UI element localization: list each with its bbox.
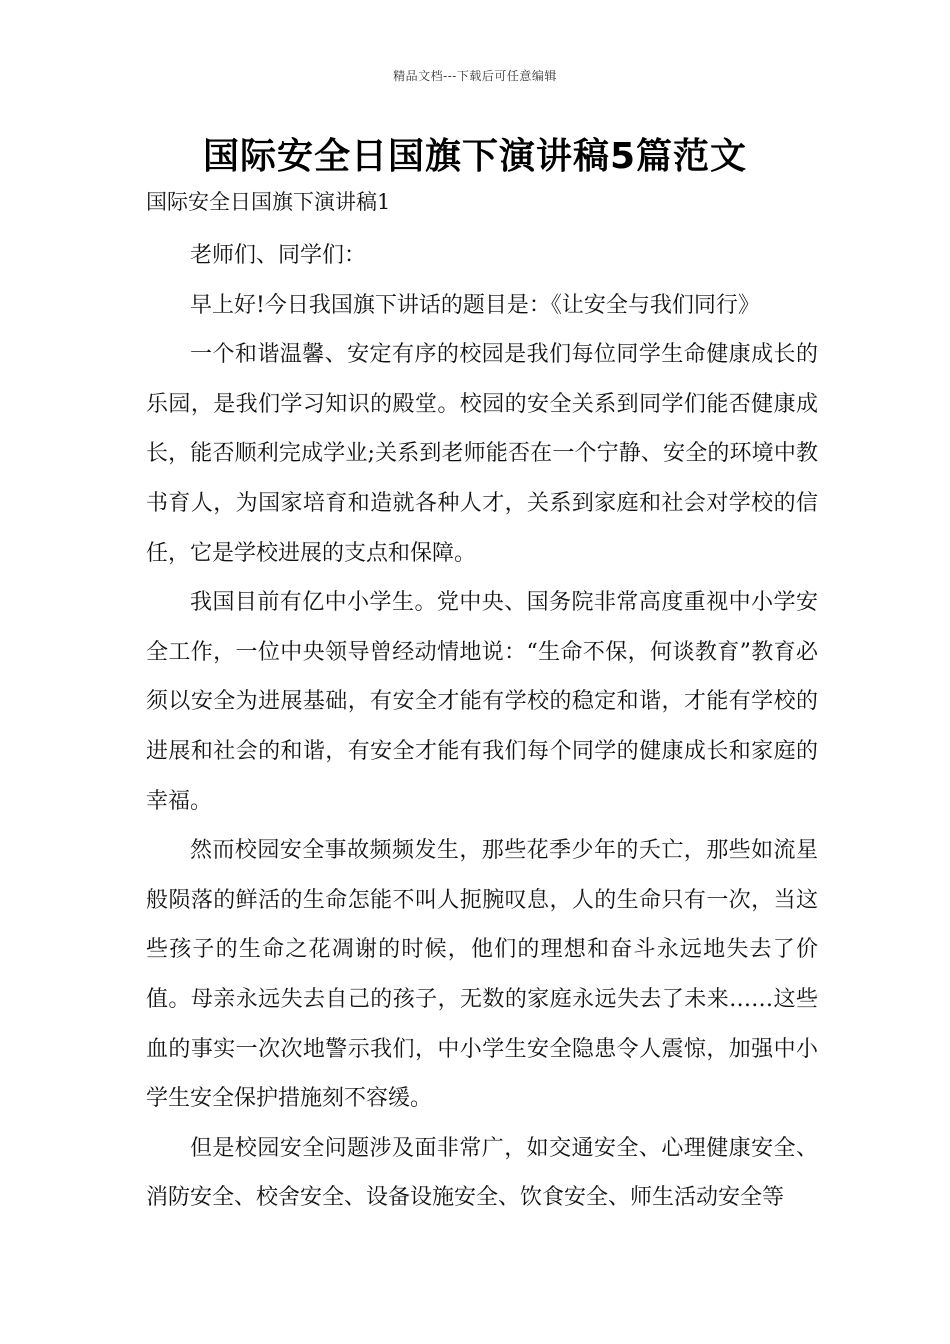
document-title: 国际安全日国旗下演讲稿5篇范文 — [202, 136, 748, 177]
section-heading: 国际安全日国旗下演讲稿1 — [146, 190, 391, 214]
paragraph-scope: 但是校园安全问题涉及面非常广，如交通安全、心理健康安全、消防安全、校舍安全、设备设施安全、饮食安全、师生活动安全等 — [146, 1135, 818, 1211]
paragraph-accidents: 然而校园安全事故频频发生，那些花季少年的夭亡，那些如流星般陨落的鲜活的生命怎能不叫人扼腕叹息，人的生命只有一次，当这些孩子的生命之花凋谢的时候，他们的理想和奋斗永远地失去了价值。母亲永远失去自己的孩子，无数的家庭永远失去了未来……这些血的事实一次次地警示我们，中小学生安全隐患令人震惊，加强中小学生安全保护措施刻不容缓。 — [146, 838, 818, 1112]
paragraph-greeting: 早上好!今日我国旗下讲话的题目是：《让安全与我们同行》 — [190, 292, 760, 318]
paragraph-campus: 一个和谐温馨、安定有序的校园是我们每位同学生命健康成长的乐园，是我们学习知识的殿堂。校园的安全关系到同学们能否健康成长，能否顺利完成学业;关系到老师能否在一个宁静、安全的环境中教书育人，为国家培育和造就各种人才，关系到家庭和社会对学校的信任，它是学校进展的支点和保障。 — [146, 342, 818, 566]
body-text — [146, 231, 818, 1223]
header-note: 精品文档---下载后可任意编辑 — [393, 69, 557, 83]
paragraph-national: 我国目前有亿中小学生。党中央、国务院非常高度重视中小学安全工作，一位中央领导曾经动情地说：“生命不保，何谈教育”教育必须以安全为进展基础，有安全才能有学校的稳定和谐，才能有学校的进展和社会的和谐，有安全才能有我们每个同学的健康成长和家庭的幸福。 — [146, 590, 818, 814]
paragraph-salutation: 老师们、同学们： — [190, 243, 367, 268]
